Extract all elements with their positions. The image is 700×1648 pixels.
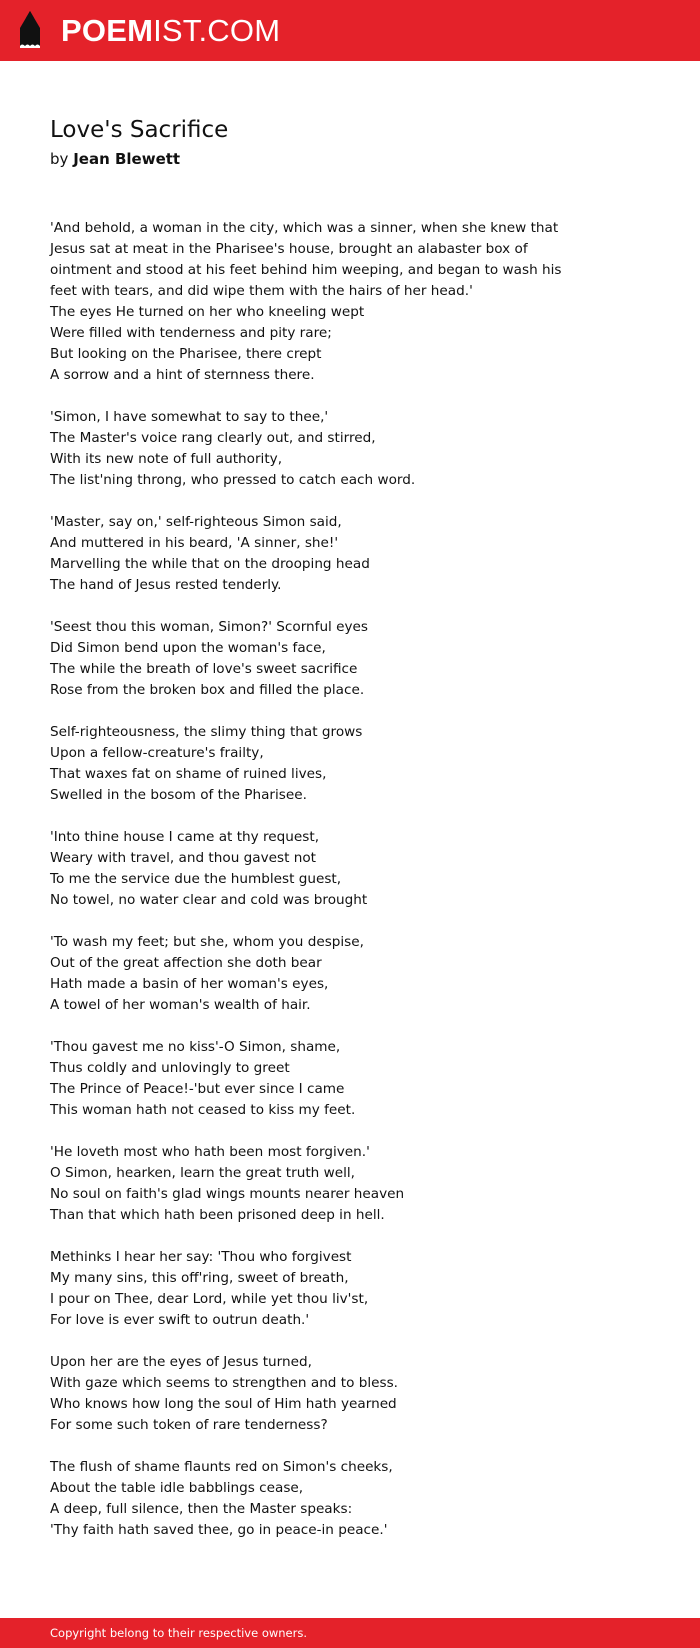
- poem-line: The list'ning throng, who pressed to catch each word.: [50, 472, 416, 488]
- poem-line: But looking on the Pharisee, there crept: [50, 346, 322, 362]
- poem-line: Rose from the broken box and filled the place.: [50, 682, 365, 698]
- poem-line: Marvelling the while that on the drooping head: [50, 556, 370, 572]
- poem-line: With its new note of full authority,: [50, 451, 283, 467]
- poem-line: The Master's voice rang clearly out, and stirred,: [50, 430, 376, 446]
- poem-stanza: [50, 1142, 650, 1226]
- poem-line: To me the service due the humblest guest,: [50, 871, 342, 887]
- poem-line: 'Thou gavest me no kiss'-O Simon, shame,: [50, 1039, 341, 1055]
- poem-line: 'Master, say on,' self-righteous Simon said,: [50, 514, 342, 530]
- poem-line: Hath made a basin of her woman's eyes,: [50, 976, 329, 992]
- poem-line: 'Seest thou this woman, Simon?' Scornful eyes: [50, 619, 369, 635]
- poem-line: Jesus sat at meat in the Pharisee's house, brought an alabaster box of: [50, 241, 528, 257]
- site-logo[interactable]: [61, 11, 280, 51]
- poem-stanza: [50, 722, 650, 806]
- poem-line: 'Into thine house I came at thy request,: [50, 829, 320, 845]
- copyright-text: Copyright belong to their respective owners.: [50, 1626, 308, 1640]
- poem-line: O Simon, hearken, learn the great truth well,: [50, 1165, 355, 1181]
- poem-line: 'Thy faith hath saved thee, go in peace-in peace.': [50, 1522, 388, 1538]
- logo-text-bold: POEM: [61, 13, 154, 48]
- poem-line: 'He loveth most who hath been most forgiven.': [50, 1144, 370, 1160]
- poem-line: Thus coldly and unlovingly to greet: [50, 1060, 290, 1076]
- poem-line: Self-righteousness, the slimy thing that grows: [50, 724, 363, 740]
- poem-line: feet with tears, and did wipe them with the hairs of her head.': [50, 283, 473, 299]
- poem-line: A towel of her woman's wealth of hair.: [50, 997, 311, 1013]
- poem-line: The flush of shame flaunts red on Simon's cheeks,: [50, 1459, 393, 1475]
- site-footer: [0, 1618, 700, 1648]
- poem-line: Weary with travel, and thou gavest not: [50, 850, 316, 866]
- poem-stanza: [50, 617, 650, 701]
- poem-line: The hand of Jesus rested tenderly.: [50, 577, 282, 593]
- by-label: by: [50, 150, 69, 168]
- poem-stanza: [50, 407, 650, 491]
- poem-stanza: [50, 932, 650, 1016]
- poem-line: Did Simon bend upon the woman's face,: [50, 640, 326, 656]
- poem-line: Were filled with tenderness and pity rare;: [50, 325, 332, 341]
- poem-line: 'To wash my feet; but she, whom you despise,: [50, 934, 364, 950]
- pencil-icon[interactable]: [17, 10, 43, 52]
- poem-line: Methinks I hear her say: 'Thou who forgivest: [50, 1249, 352, 1265]
- poem-stanza: [50, 1037, 650, 1121]
- poem-line: That waxes fat on shame of ruined lives,: [50, 766, 327, 782]
- poem-line: Out of the great affection she doth bear: [50, 955, 322, 971]
- poem-line: The eyes He turned on her who kneeling wept: [50, 304, 365, 320]
- poem-line: 'And behold, a woman in the city, which was a sinner, when she knew that: [50, 220, 559, 236]
- poem-line: No soul on faith's glad wings mounts nearer heaven: [50, 1186, 405, 1202]
- poem-body: [50, 218, 650, 1562]
- poem-stanza: [50, 512, 650, 596]
- poem-stanza: [50, 1352, 650, 1436]
- author-name: Jean Blewett: [73, 150, 181, 168]
- poem-line: Than that which hath been prisoned deep in hell.: [50, 1207, 385, 1223]
- poem-line: About the table idle babblings cease,: [50, 1480, 304, 1496]
- poem-line: This woman hath not ceased to kiss my feet.: [50, 1102, 356, 1118]
- poem-line: A sorrow and a hint of sternness there.: [50, 367, 315, 383]
- byline: [50, 148, 180, 170]
- poem-title: Love's Sacrifice: [50, 117, 229, 143]
- poem-stanza: [50, 827, 650, 911]
- poem-line: Swelled in the bosom of the Pharisee.: [50, 787, 307, 803]
- poem-stanza: [50, 1457, 650, 1541]
- poem-stanza: [50, 218, 650, 386]
- poem-line: Upon her are the eyes of Jesus turned,: [50, 1354, 312, 1370]
- poem-line: My many sins, this off'ring, sweet of breath,: [50, 1270, 349, 1286]
- logo-text-light: IST.COM: [153, 13, 281, 48]
- poem-line: ointment and stood at his feet behind him weeping, and began to wash his: [50, 262, 562, 278]
- poem-line: No towel, no water clear and cold was brought: [50, 892, 368, 908]
- poem-line: With gaze which seems to strengthen and to bless.: [50, 1375, 398, 1391]
- poem-line: A deep, full silence, then the Master speaks:: [50, 1501, 353, 1517]
- poem-line: The while the breath of love's sweet sacrifice: [50, 661, 358, 677]
- poem-line: Upon a fellow-creature's frailty,: [50, 745, 264, 761]
- poem-line: And muttered in his beard, 'A sinner, she!': [50, 535, 339, 551]
- poem-stanza: [50, 1247, 650, 1331]
- poem-line: The Prince of Peace!-'but ever since I came: [50, 1081, 345, 1097]
- poem-line: Who knows how long the soul of Him hath yearned: [50, 1396, 397, 1412]
- site-header: [0, 0, 700, 61]
- poem-line: For love is ever swift to outrun death.': [50, 1312, 310, 1328]
- poem-line: For some such token of rare tenderness?: [50, 1417, 328, 1433]
- poem-line: 'Simon, I have somewhat to say to thee,': [50, 409, 329, 425]
- poem-line: I pour on Thee, dear Lord, while yet thou liv'st,: [50, 1291, 369, 1307]
